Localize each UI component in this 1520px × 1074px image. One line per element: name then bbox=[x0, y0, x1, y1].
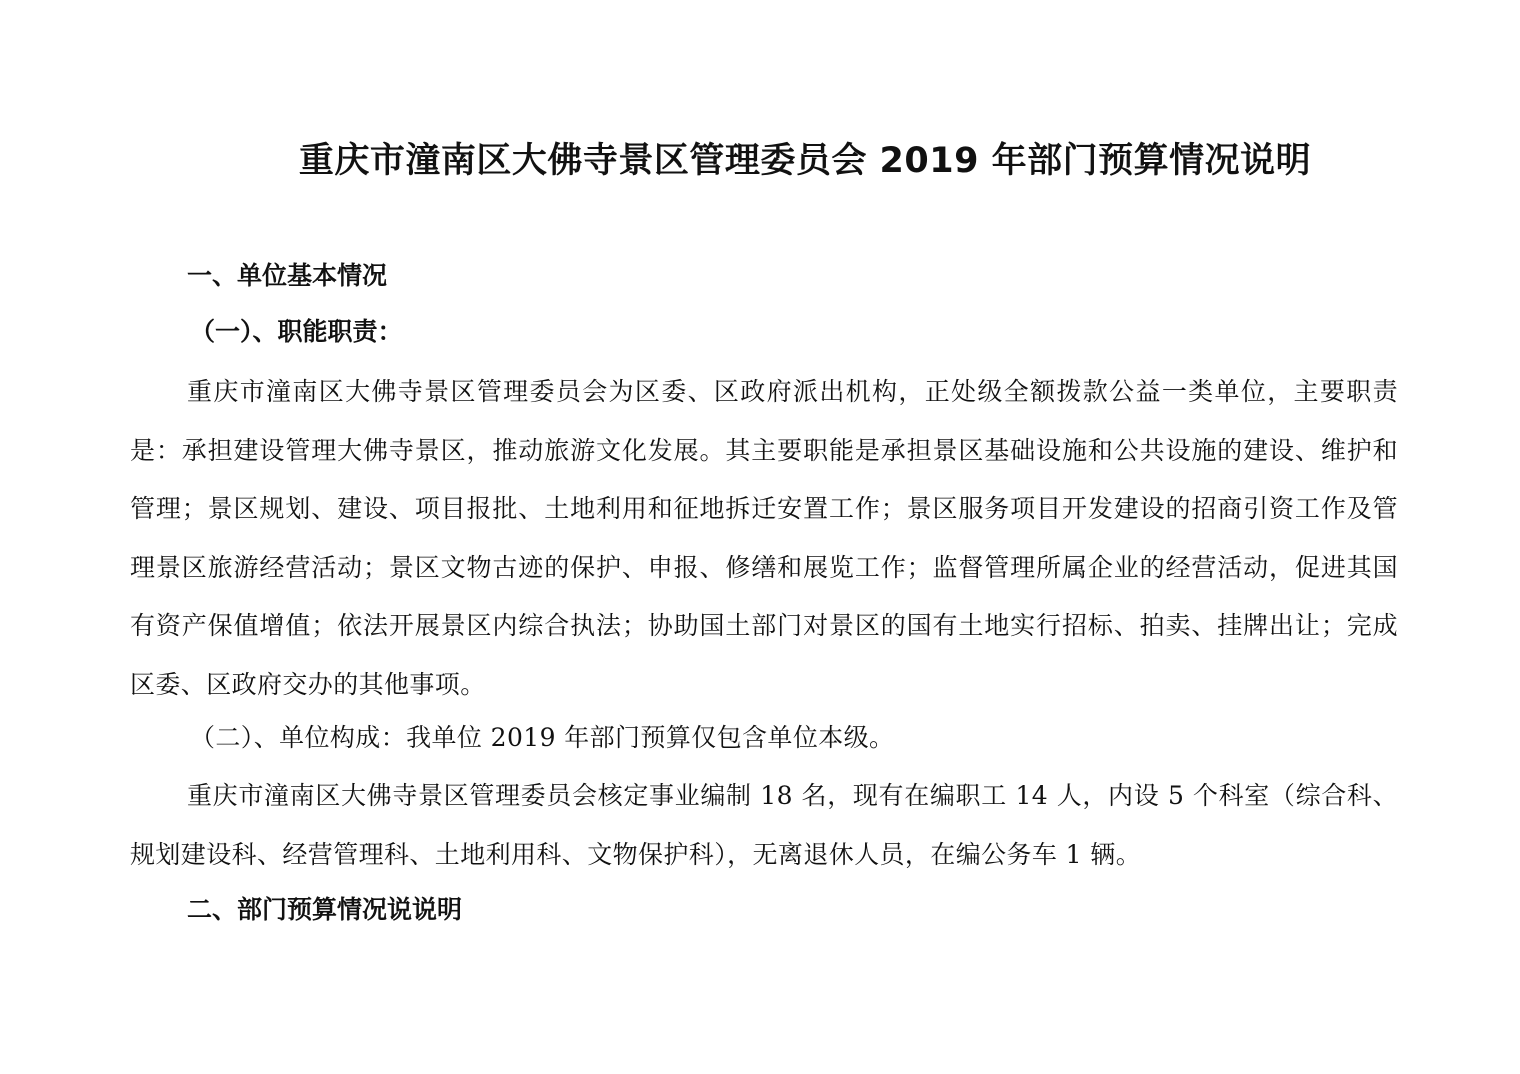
unit-composition-paragraph: （二）、单位构成：我单位 2019 年部门预算仅包含单位本级。 bbox=[190, 723, 895, 752]
duties-paragraph: 重庆市潼南区大佛寺景区管理委员会为区委、区政府派出机构，正处级全额拨款公益一类单位，主要职责是：承担建设管理大佛寺景区，推动旅游文化发展。其主要职能是承担景区基础设施和公共设施的建设、维护和管理；景区规划、建设、项目报批、土地利用和征地拆迁安置工作；景区服务项目开发建设的招商引资工作及管理景区旅游经营活动；景区文物古迹的保护、申报、修缮和展览工作；监督管理所属企业的经营活动，促进其国有资产保值增值；依法开展景区内综合执法；协助国土部门对景区的国有土地实行招标、拍卖、挂牌出让；完成区委、区政府交办的其他事项。 bbox=[130, 377, 1398, 699]
staffing-paragraph: 重庆市潼南区大佛寺景区管理委员会核定事业编制 18 名，现有在编职工 14 人，内设 5 个科室（综合科、规划建设科、经营管理科、土地利用科、文物保护科），无离退休人员，在编公务车 1 辆。 bbox=[130, 781, 1398, 869]
subsection-heading-duties: （一）、职能职责： bbox=[190, 317, 403, 346]
document-title: 重庆市潼南区大佛寺景区管理委员会 2019 年部门预算情况说明 bbox=[298, 141, 1312, 181]
section-heading-budget: 二、部门预算情况说说明 bbox=[187, 895, 463, 924]
section-heading-basic-info: 一、单位基本情况 bbox=[187, 261, 388, 290]
